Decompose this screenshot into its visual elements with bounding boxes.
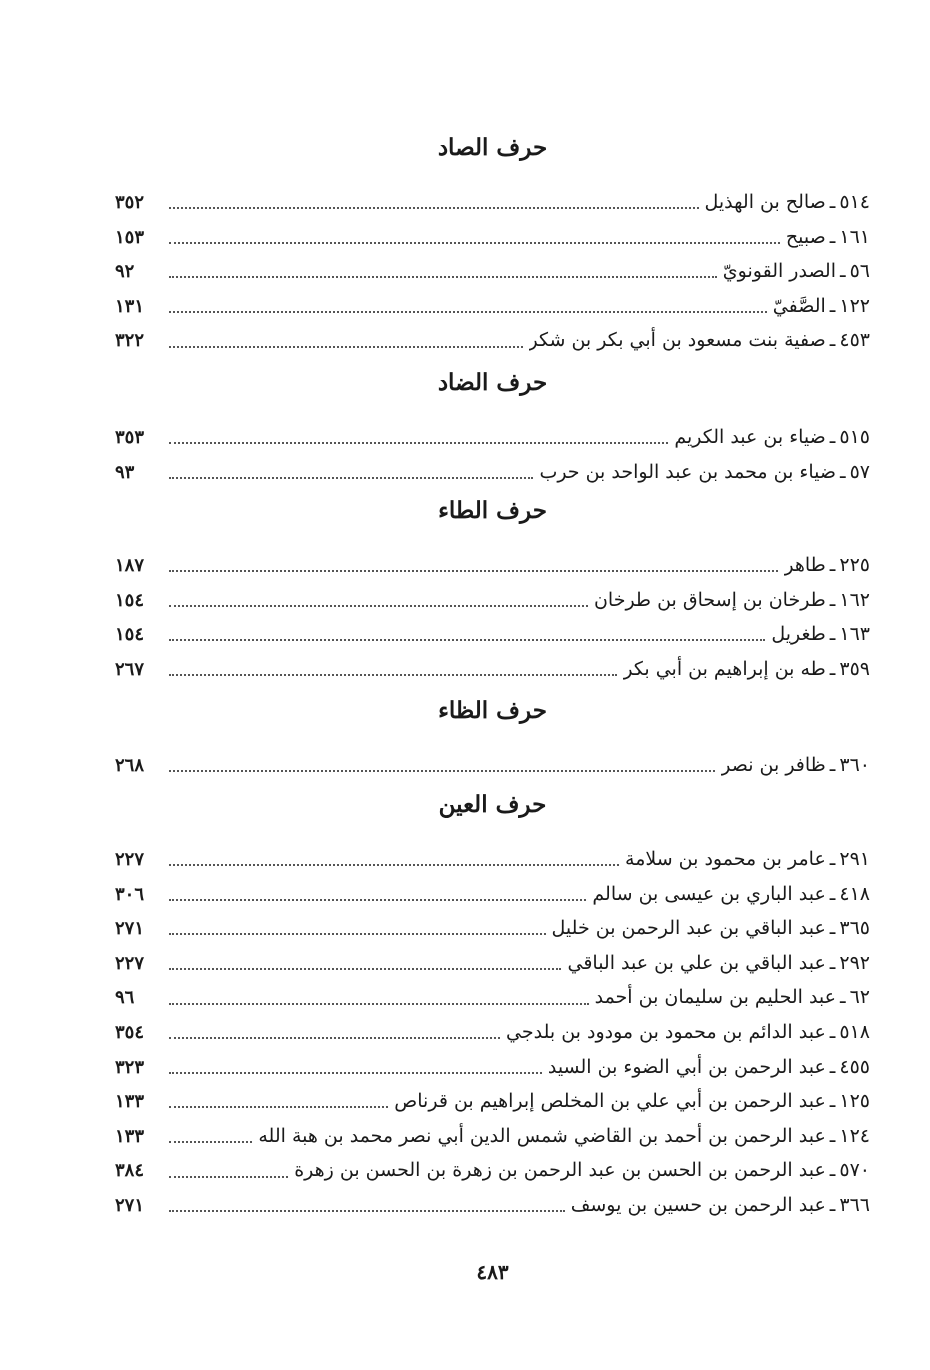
entry-separator: ـ [829, 1124, 836, 1147]
index-entry [115, 323, 870, 358]
entry-page-ref: ٢٢٧ [115, 849, 145, 870]
leader-dots [169, 899, 586, 901]
entry-number: ٤١٨ [839, 882, 870, 905]
entry-number: ١٢٥ [839, 1090, 870, 1113]
entry-name: عبد الباقي بن علي بن عبد الباقي [567, 951, 826, 974]
entry-page-ref: ١٥٣ [115, 226, 145, 248]
entry-number: ٢٩٢ [839, 951, 870, 974]
index-entry [115, 652, 870, 687]
index-entry [115, 583, 870, 618]
leader-dots [169, 477, 533, 479]
index-entry [115, 1188, 870, 1223]
leader-dots [169, 442, 668, 444]
entry-number: ٤٥٥ [839, 1055, 870, 1078]
entry-page-ref: ٩٢ [115, 261, 135, 283]
entry-number: ١٢٢ [839, 294, 870, 317]
index-entry [115, 877, 870, 912]
entry-page-ref: ٣٥٢ [115, 192, 145, 213]
leader-dots [169, 968, 561, 970]
index-entry [115, 1153, 870, 1188]
index-entry [115, 455, 870, 490]
letter-section [115, 496, 870, 686]
page-number: ٤٨٣ [476, 1260, 509, 1284]
entry-page-ref: ٣٥٣ [115, 427, 145, 448]
entry-number: ٥١٤ [839, 191, 870, 213]
leader-dots [169, 605, 588, 607]
leader-dots [169, 242, 780, 244]
entry-page-ref: ٣٥٤ [115, 1021, 145, 1043]
entry-separator: ـ [840, 986, 846, 1009]
entry-separator: ـ [829, 1193, 836, 1216]
entry-name: الصَّفيّ [772, 294, 826, 317]
entry-list [115, 548, 870, 686]
index-entry [115, 185, 870, 220]
entry-page-ref: ١٣٣ [115, 1125, 145, 1147]
entry-number: ٣٦٦ [839, 1193, 870, 1216]
entry-separator: ـ [829, 554, 836, 576]
entry-list [115, 842, 870, 1223]
leader-dots [169, 276, 717, 278]
letter-section [115, 368, 870, 489]
entry-number: ١٢٤ [839, 1124, 870, 1147]
entry-page-ref: ٢٧١ [115, 918, 145, 940]
leader-dots [169, 1072, 542, 1074]
entry-name: صبيح [785, 225, 826, 248]
entry-separator: ـ [829, 848, 836, 870]
index-page [115, 0, 870, 1370]
index-entry [115, 980, 870, 1015]
entry-name: عبد الرحمن بن أبي علي بن المخلص إبراهيم بن قرناص [394, 1090, 826, 1113]
entry-number: ٥١٨ [839, 1020, 870, 1043]
entry-name: طه بن إبراهيم بن أبي بكر [623, 657, 826, 680]
entry-number: ٦٢ [849, 986, 870, 1009]
leader-dots [169, 933, 546, 935]
entry-separator: ـ [829, 951, 836, 974]
entry-separator: ـ [829, 917, 836, 940]
letter-section [115, 790, 870, 1223]
index-entry [115, 548, 870, 583]
entry-name: عبد الرحمن بن أحمد بن القاضي شمس الدين أبي نصر محمد بن هبة الله [258, 1124, 826, 1147]
index-entry [115, 420, 870, 455]
entry-number: ٥٧ [849, 460, 870, 483]
entry-name: عبد الباري بن عيسى بن سالم [592, 882, 826, 905]
leader-dots [169, 770, 715, 772]
leader-dots [169, 1176, 288, 1178]
entry-list [115, 420, 870, 489]
leader-dots [169, 674, 617, 676]
entry-number: ٣٥٩ [839, 657, 870, 680]
leader-dots [169, 1106, 388, 1108]
entry-name: ضياء بن عبد الكريم [674, 426, 826, 448]
entry-separator: ـ [829, 1055, 836, 1078]
entry-number: ٢٩١ [839, 848, 870, 870]
entry-name: عبد الرحمن بن أبي الضوء بن السيد [547, 1055, 826, 1078]
entry-page-ref: ٣٢٢ [115, 330, 145, 352]
index-entry [115, 220, 870, 255]
letter-section [115, 696, 870, 783]
entry-separator: ـ [829, 225, 836, 248]
entry-page-ref: ٣٢٣ [115, 1056, 145, 1078]
entry-page-ref: ٣٠٦ [115, 883, 145, 905]
leader-dots [169, 1003, 589, 1005]
entry-page-ref: ٩٣ [115, 461, 135, 483]
section-heading: حرف الطاء [438, 497, 547, 524]
entry-name: طغريل [771, 623, 826, 646]
entry-name: عبد الباقي بن عبد الرحمن بن خليل [551, 917, 826, 940]
leader-dots [169, 1210, 565, 1212]
index-entry [115, 946, 870, 981]
entry-page-ref: ٢٦٨ [115, 755, 145, 776]
index-entry [115, 289, 870, 324]
entry-name: عامر بن محمود بن سلامة [625, 848, 826, 870]
section-heading: حرف الضاد [437, 369, 548, 396]
entry-separator: ـ [829, 882, 836, 905]
letter-section [115, 133, 870, 358]
entry-page-ref: ١٥٤ [115, 589, 145, 611]
entry-page-ref: ٢٢٧ [115, 952, 145, 974]
entry-name: عبد الدائم بن محمود بن مودود بن بلدجي [506, 1020, 826, 1043]
entry-page-ref: ١٣٣ [115, 1091, 145, 1113]
entry-number: ٥٧٠ [839, 1159, 870, 1182]
entry-page-ref: ٣٨٤ [115, 1160, 145, 1182]
entry-number: ١٦٢ [839, 588, 870, 611]
entry-name: عبد الرحمن بن الحسن بن عبد الرحمن بن زهرة بن الحسن بن زهرة [294, 1159, 826, 1182]
entry-number: ٥٦ [849, 260, 870, 283]
index-entry [115, 911, 870, 946]
entry-separator: ـ [829, 588, 836, 611]
leader-dots [169, 207, 699, 209]
entry-number: ١٦٣ [839, 623, 870, 646]
leader-dots [169, 311, 767, 313]
entry-number: ٥١٥ [839, 426, 870, 448]
section-heading: حرف العين [438, 791, 547, 818]
index-entry [115, 254, 870, 289]
entry-separator: ـ [829, 294, 836, 317]
leader-dots [169, 1141, 252, 1143]
section-heading: حرف الظاء [438, 697, 547, 724]
entry-number: ٢٢٥ [839, 554, 870, 576]
entry-name: طرخان بن إسحاق بن طرخان [593, 588, 826, 611]
entry-page-ref: ١٨٧ [115, 555, 145, 576]
index-entry [115, 748, 870, 783]
entry-separator: ـ [829, 426, 836, 448]
entry-number: ١٦١ [839, 225, 870, 248]
entry-separator: ـ [829, 329, 836, 352]
entry-name: عبد الحليم بن سليمان بن أحمد [594, 986, 836, 1009]
entry-name: صفية بنت مسعود بن أبي بكر بن شكر [528, 329, 826, 352]
entry-separator: ـ [840, 260, 846, 283]
section-heading: حرف الصاد [437, 134, 548, 161]
entry-name: ضياء بن محمد بن عبد الواحد بن حرب [539, 460, 836, 483]
entry-number: ٣٦٠ [839, 754, 870, 776]
entry-separator: ـ [829, 191, 836, 213]
index-entry [115, 1084, 870, 1119]
entry-separator: ـ [840, 460, 846, 483]
entry-separator: ـ [829, 657, 836, 680]
entry-separator: ـ [829, 1159, 836, 1182]
entry-page-ref: ١٣١ [115, 295, 145, 317]
entry-name: طاهر [784, 554, 826, 576]
entry-name: عبد الرحمن بن حسين بن يوسف [570, 1193, 826, 1216]
entry-separator: ـ [829, 623, 836, 646]
entry-page-ref: ٩٦ [115, 987, 135, 1009]
entry-name: الصدر القونويّ [722, 260, 836, 283]
entry-number: ٣٦٥ [839, 917, 870, 940]
leader-dots [169, 639, 765, 641]
entry-page-ref: ٢٦٧ [115, 658, 145, 680]
entry-page-ref: ٢٧١ [115, 1194, 145, 1216]
entry-list [115, 748, 870, 783]
index-entry [115, 617, 870, 652]
index-entry [115, 1119, 870, 1154]
entry-page-ref: ١٥٤ [115, 624, 145, 646]
entry-name: صالح بن الهذيل [704, 191, 826, 213]
leader-dots [169, 1037, 500, 1039]
entry-name: ظافر بن نصر [721, 754, 826, 776]
leader-dots [169, 864, 619, 866]
entry-separator: ـ [829, 1020, 836, 1043]
index-entry [115, 842, 870, 877]
entry-list [115, 185, 870, 358]
leader-dots [169, 570, 778, 572]
entry-separator: ـ [829, 754, 836, 776]
leader-dots [169, 346, 523, 348]
entry-number: ٤٥٣ [839, 329, 870, 352]
index-entry [115, 1050, 870, 1085]
entry-separator: ـ [829, 1090, 836, 1113]
index-entry [115, 1015, 870, 1050]
